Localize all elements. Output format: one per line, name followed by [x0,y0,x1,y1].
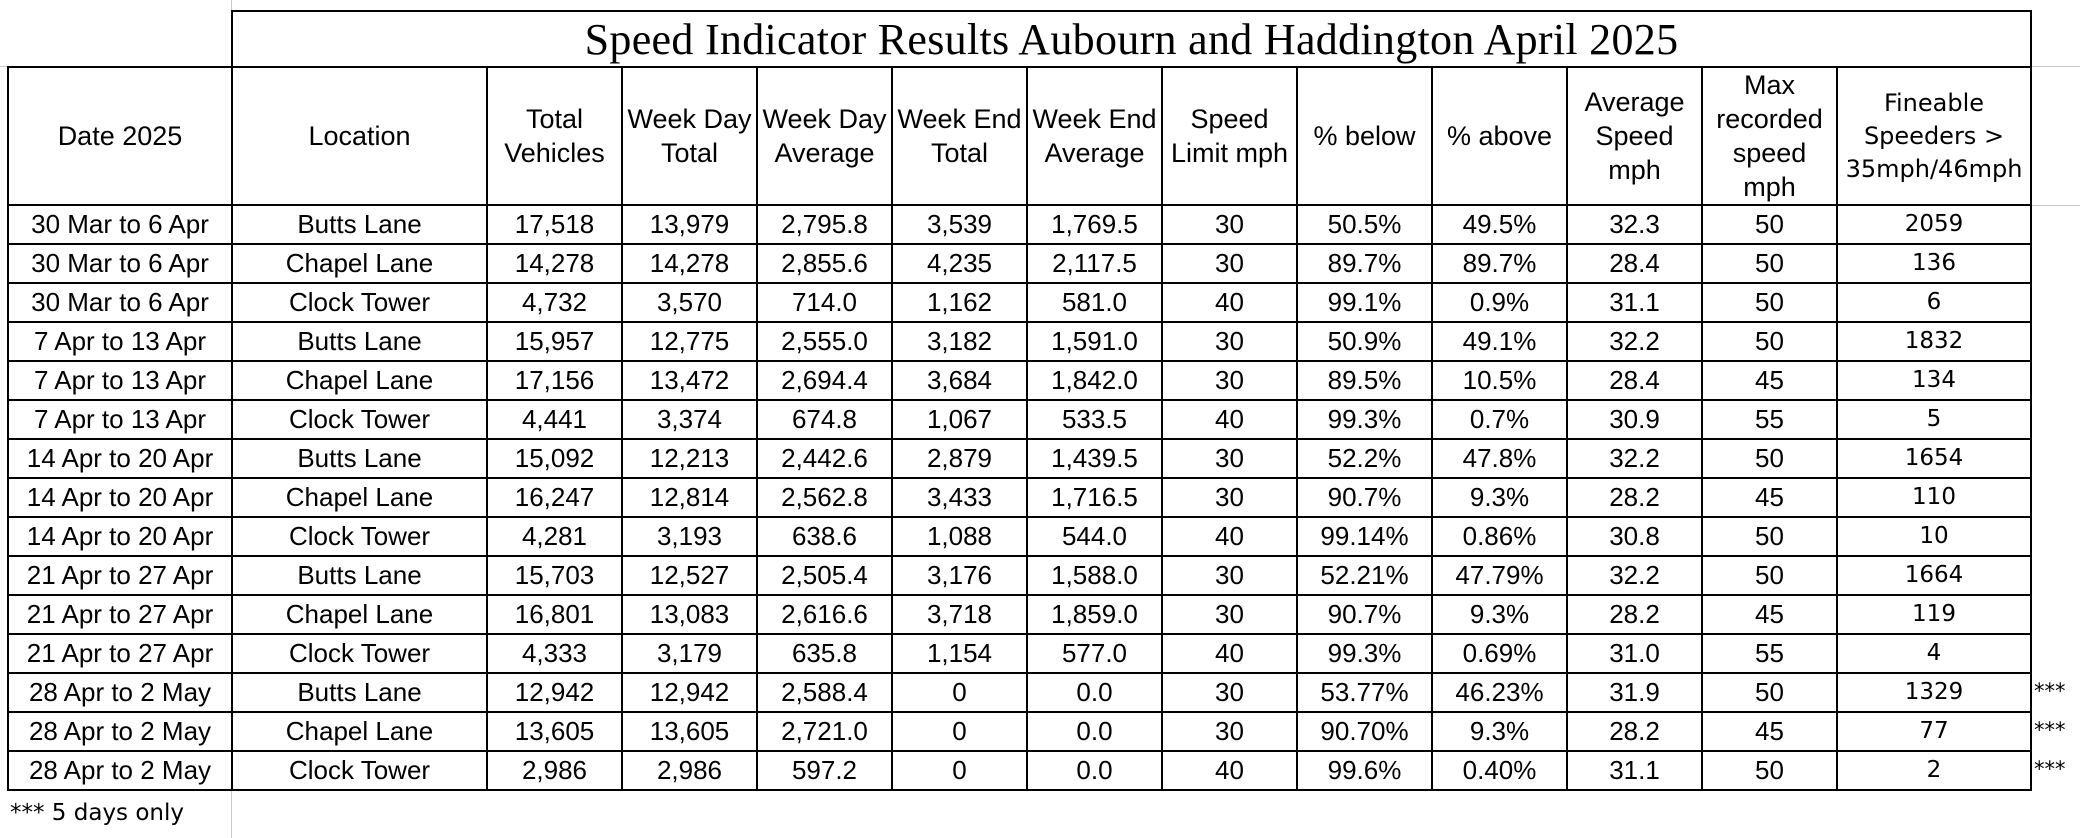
cell-week-end-average: 2,117.5 [1027,244,1162,283]
table-row [8,595,2031,634]
cell-week-day-total: 3,374 [622,400,757,439]
cell-week-end-total: 3,684 [892,361,1027,400]
cell-speed-limit: 30 [1162,673,1297,712]
cell-week-day-average: 638.6 [757,517,892,556]
cell-week-day-total: 13,605 [622,712,757,751]
cell-pct-below: 89.5% [1297,361,1432,400]
page-title: Speed Indicator Results Aubourn and Haddington April 2025 [232,11,2031,67]
cell-pct-above: 9.3% [1432,478,1567,517]
cell-pct-below: 53.77% [1297,673,1432,712]
table-row [8,361,2031,400]
cell-total-vehicles: 4,333 [487,634,622,673]
cell-speed-limit: 30 [1162,244,1297,283]
cell-pct-below: 99.3% [1297,634,1432,673]
table-row [8,205,2031,244]
cell-pct-below: 52.2% [1297,439,1432,478]
cell-fineable: 110 [1837,478,2031,517]
cell-average-speed: 28.2 [1567,478,1702,517]
cell-week-day-total: 3,193 [622,517,757,556]
cell-week-end-average: 1,588.0 [1027,556,1162,595]
cell-total-vehicles: 17,156 [487,361,622,400]
cell-week-day-average: 635.8 [757,634,892,673]
cell-pct-below: 99.3% [1297,400,1432,439]
cell-average-speed: 28.2 [1567,595,1702,634]
col-header-location: Location [232,67,487,205]
cell-fineable: 6 [1837,283,2031,322]
cell-date: 14 Apr to 20 Apr [8,439,232,478]
cell-average-speed: 31.9 [1567,673,1702,712]
cell-week-day-total: 13,472 [622,361,757,400]
cell-max-speed: 50 [1702,439,1837,478]
cell-date: 21 Apr to 27 Apr [8,556,232,595]
col-header-total-vehicles: Total Vehicles [487,67,622,205]
cell-week-day-total: 12,527 [622,556,757,595]
cell-average-speed: 31.1 [1567,751,1702,790]
cell-average-speed: 28.2 [1567,712,1702,751]
cell-speed-limit: 30 [1162,439,1297,478]
cell-total-vehicles: 16,801 [487,595,622,634]
cell-week-day-total: 3,179 [622,634,757,673]
cell-week-end-average: 544.0 [1027,517,1162,556]
cell-week-end-total: 4,235 [892,244,1027,283]
col-header-week-day-average: Week Day Average [757,67,892,205]
table-body [8,205,2031,790]
cell-location: Chapel Lane [232,478,487,517]
cell-max-speed: 50 [1702,751,1837,790]
cell-fineable: 1832 [1837,322,2031,361]
table-row [8,556,2031,595]
cell-pct-above: 0.69% [1432,634,1567,673]
cell-pct-above: 47.79% [1432,556,1567,595]
cell-week-end-total: 3,433 [892,478,1027,517]
cell-week-day-average: 674.8 [757,400,892,439]
table-row [8,712,2031,751]
cell-speed-limit: 30 [1162,595,1297,634]
cell-week-day-total: 14,278 [622,244,757,283]
cell-week-end-total: 3,176 [892,556,1027,595]
cell-pct-above: 46.23% [1432,673,1567,712]
cell-pct-below: 90.7% [1297,595,1432,634]
cell-max-speed: 50 [1702,556,1837,595]
cell-week-end-total: 1,067 [892,400,1027,439]
cell-week-end-average: 0.0 [1027,751,1162,790]
cell-week-day-average: 2,505.4 [757,556,892,595]
cell-week-day-total: 13,083 [622,595,757,634]
cell-speed-limit: 40 [1162,751,1297,790]
cell-speed-limit: 40 [1162,400,1297,439]
cell-fineable: 1654 [1837,439,2031,478]
cell-average-speed: 32.3 [1567,205,1702,244]
cell-week-day-average: 2,562.8 [757,478,892,517]
speed-results-table [7,10,2032,791]
cell-week-day-total: 12,213 [622,439,757,478]
cell-week-end-average: 1,716.5 [1027,478,1162,517]
cell-max-speed: 55 [1702,634,1837,673]
cell-total-vehicles: 4,441 [487,400,622,439]
cell-week-day-average: 2,588.4 [757,673,892,712]
cell-location: Chapel Lane [232,361,487,400]
cell-week-day-average: 2,442.6 [757,439,892,478]
cell-date: 7 Apr to 13 Apr [8,400,232,439]
cell-date: 28 Apr to 2 May [8,673,232,712]
cell-max-speed: 50 [1702,244,1837,283]
col-header-max-speed: Max recorded speed mph [1702,67,1837,205]
cell-week-day-average: 2,855.6 [757,244,892,283]
cell-speed-limit: 30 [1162,712,1297,751]
cell-max-speed: 50 [1702,205,1837,244]
cell-average-speed: 28.4 [1567,244,1702,283]
cell-pct-above: 9.3% [1432,595,1567,634]
cell-location: Chapel Lane [232,244,487,283]
cell-total-vehicles: 15,703 [487,556,622,595]
cell-date: 28 Apr to 2 May [8,712,232,751]
cell-total-vehicles: 14,278 [487,244,622,283]
cell-pct-above: 0.7% [1432,400,1567,439]
cell-max-speed: 50 [1702,283,1837,322]
cell-week-end-total: 0 [892,712,1027,751]
cell-location: Butts Lane [232,205,487,244]
cell-fineable: 2059 [1837,205,2031,244]
cell-average-speed: 30.8 [1567,517,1702,556]
cell-week-day-total: 12,775 [622,322,757,361]
cell-week-day-average: 2,616.6 [757,595,892,634]
cell-total-vehicles: 4,281 [487,517,622,556]
cell-pct-below: 52.21% [1297,556,1432,595]
cell-week-day-average: 714.0 [757,283,892,322]
cell-speed-limit: 40 [1162,634,1297,673]
table-row [8,751,2031,790]
cell-average-speed: 32.2 [1567,439,1702,478]
cell-max-speed: 45 [1702,361,1837,400]
cell-speed-limit: 30 [1162,556,1297,595]
cell-location: Clock Tower [232,283,487,322]
cell-fineable: 2 [1837,751,2031,790]
cell-pct-below: 99.1% [1297,283,1432,322]
cell-week-end-average: 533.5 [1027,400,1162,439]
cell-max-speed: 45 [1702,595,1837,634]
cell-speed-limit: 30 [1162,478,1297,517]
cell-location: Clock Tower [232,517,487,556]
cell-total-vehicles: 4,732 [487,283,622,322]
cell-fineable: 134 [1837,361,2031,400]
cell-fineable: 10 [1837,517,2031,556]
cell-week-day-average: 2,555.0 [757,322,892,361]
cell-fineable: 1329 [1837,673,2031,712]
cell-week-day-average: 597.2 [757,751,892,790]
cell-total-vehicles: 12,942 [487,673,622,712]
col-header-week-end-total: Week End Total [892,67,1027,205]
cell-week-end-total: 1,162 [892,283,1027,322]
cell-date: 21 Apr to 27 Apr [8,634,232,673]
title-blank-cell [8,11,232,67]
cell-week-day-total: 3,570 [622,283,757,322]
cell-week-day-average: 2,795.8 [757,205,892,244]
table-row [8,478,2031,517]
cell-fineable: 77 [1837,712,2031,751]
cell-average-speed: 30.9 [1567,400,1702,439]
col-header-date: Date 2025 [8,67,232,205]
table-row [8,283,2031,322]
cell-date: 28 Apr to 2 May [8,751,232,790]
cell-pct-above: 49.5% [1432,205,1567,244]
cell-speed-limit: 40 [1162,517,1297,556]
cell-average-speed: 32.2 [1567,322,1702,361]
col-header-week-day-total: Week Day Total [622,67,757,205]
cell-location: Chapel Lane [232,595,487,634]
table-row [8,322,2031,361]
cell-date: 30 Mar to 6 Apr [8,283,232,322]
cell-week-day-average: 2,694.4 [757,361,892,400]
cell-week-end-average: 1,859.0 [1027,595,1162,634]
cell-max-speed: 50 [1702,517,1837,556]
cell-max-speed: 50 [1702,322,1837,361]
cell-pct-above: 0.86% [1432,517,1567,556]
cell-speed-limit: 40 [1162,283,1297,322]
cell-week-end-total: 3,539 [892,205,1027,244]
row-mark: *** [2034,679,2066,703]
cell-week-end-total: 1,154 [892,634,1027,673]
cell-week-end-average: 0.0 [1027,673,1162,712]
cell-total-vehicles: 2,986 [487,751,622,790]
cell-total-vehicles: 13,605 [487,712,622,751]
sheet-gridline [2028,205,2080,206]
cell-week-end-average: 581.0 [1027,283,1162,322]
cell-speed-limit: 30 [1162,205,1297,244]
cell-total-vehicles: 16,247 [487,478,622,517]
cell-date: 30 Mar to 6 Apr [8,205,232,244]
row-mark: *** [2034,757,2066,781]
cell-pct-below: 50.9% [1297,322,1432,361]
col-header-pct-above: % above [1432,67,1567,205]
cell-week-end-average: 1,591.0 [1027,322,1162,361]
cell-date: 14 Apr to 20 Apr [8,478,232,517]
cell-week-day-average: 2,721.0 [757,712,892,751]
cell-total-vehicles: 15,957 [487,322,622,361]
cell-pct-below: 99.6% [1297,751,1432,790]
table-row [8,244,2031,283]
cell-speed-limit: 30 [1162,322,1297,361]
row-mark: *** [2034,718,2066,742]
cell-date: 30 Mar to 6 Apr [8,244,232,283]
cell-week-end-total: 0 [892,673,1027,712]
table-row [8,673,2031,712]
cell-total-vehicles: 15,092 [487,439,622,478]
col-header-average-speed: Average Speed mph [1567,67,1702,205]
cell-max-speed: 55 [1702,400,1837,439]
cell-week-end-total: 3,718 [892,595,1027,634]
cell-fineable: 5 [1837,400,2031,439]
cell-location: Butts Lane [232,322,487,361]
cell-week-end-average: 1,842.0 [1027,361,1162,400]
cell-pct-below: 89.7% [1297,244,1432,283]
cell-week-end-total: 1,088 [892,517,1027,556]
table-row [8,400,2031,439]
cell-fineable: 1664 [1837,556,2031,595]
cell-pct-above: 0.40% [1432,751,1567,790]
col-header-pct-below: % below [1297,67,1432,205]
cell-pct-above: 9.3% [1432,712,1567,751]
cell-pct-above: 10.5% [1432,361,1567,400]
cell-pct-above: 89.7% [1432,244,1567,283]
cell-max-speed: 45 [1702,712,1837,751]
cell-fineable: 4 [1837,634,2031,673]
cell-max-speed: 50 [1702,673,1837,712]
cell-week-day-total: 2,986 [622,751,757,790]
cell-week-end-total: 3,182 [892,322,1027,361]
cell-average-speed: 32.2 [1567,556,1702,595]
cell-location: Clock Tower [232,634,487,673]
col-header-week-end-average: Week End Average [1027,67,1162,205]
cell-week-end-average: 577.0 [1027,634,1162,673]
cell-date: 7 Apr to 13 Apr [8,361,232,400]
cell-pct-above: 0.9% [1432,283,1567,322]
cell-location: Butts Lane [232,673,487,712]
cell-total-vehicles: 17,518 [487,205,622,244]
cell-pct-above: 47.8% [1432,439,1567,478]
cell-speed-limit: 30 [1162,361,1297,400]
cell-week-day-total: 12,814 [622,478,757,517]
cell-date: 7 Apr to 13 Apr [8,322,232,361]
cell-max-speed: 45 [1702,478,1837,517]
table-row [8,517,2031,556]
cell-average-speed: 31.0 [1567,634,1702,673]
cell-location: Clock Tower [232,751,487,790]
cell-week-end-average: 0.0 [1027,712,1162,751]
table-row [8,439,2031,478]
cell-location: Chapel Lane [232,712,487,751]
cell-pct-above: 49.1% [1432,322,1567,361]
col-header-fineable: Fineable Speeders > 35mph/46mph [1837,67,2031,205]
cell-pct-below: 99.14% [1297,517,1432,556]
cell-pct-below: 50.5% [1297,205,1432,244]
footnote: *** 5 days only [10,800,185,826]
cell-date: 21 Apr to 27 Apr [8,595,232,634]
cell-fineable: 119 [1837,595,2031,634]
cell-week-end-average: 1,769.5 [1027,205,1162,244]
cell-pct-below: 90.7% [1297,478,1432,517]
cell-location: Clock Tower [232,400,487,439]
cell-average-speed: 31.1 [1567,283,1702,322]
cell-location: Butts Lane [232,556,487,595]
cell-week-end-total: 2,879 [892,439,1027,478]
cell-date: 14 Apr to 20 Apr [8,517,232,556]
cell-week-day-total: 12,942 [622,673,757,712]
cell-week-end-total: 0 [892,751,1027,790]
cell-average-speed: 28.4 [1567,361,1702,400]
cell-fineable: 136 [1837,244,2031,283]
table-row [8,634,2031,673]
col-header-speed-limit: Speed Limit mph [1162,67,1297,205]
cell-week-day-total: 13,979 [622,205,757,244]
cell-location: Butts Lane [232,439,487,478]
cell-week-end-average: 1,439.5 [1027,439,1162,478]
cell-pct-below: 90.70% [1297,712,1432,751]
